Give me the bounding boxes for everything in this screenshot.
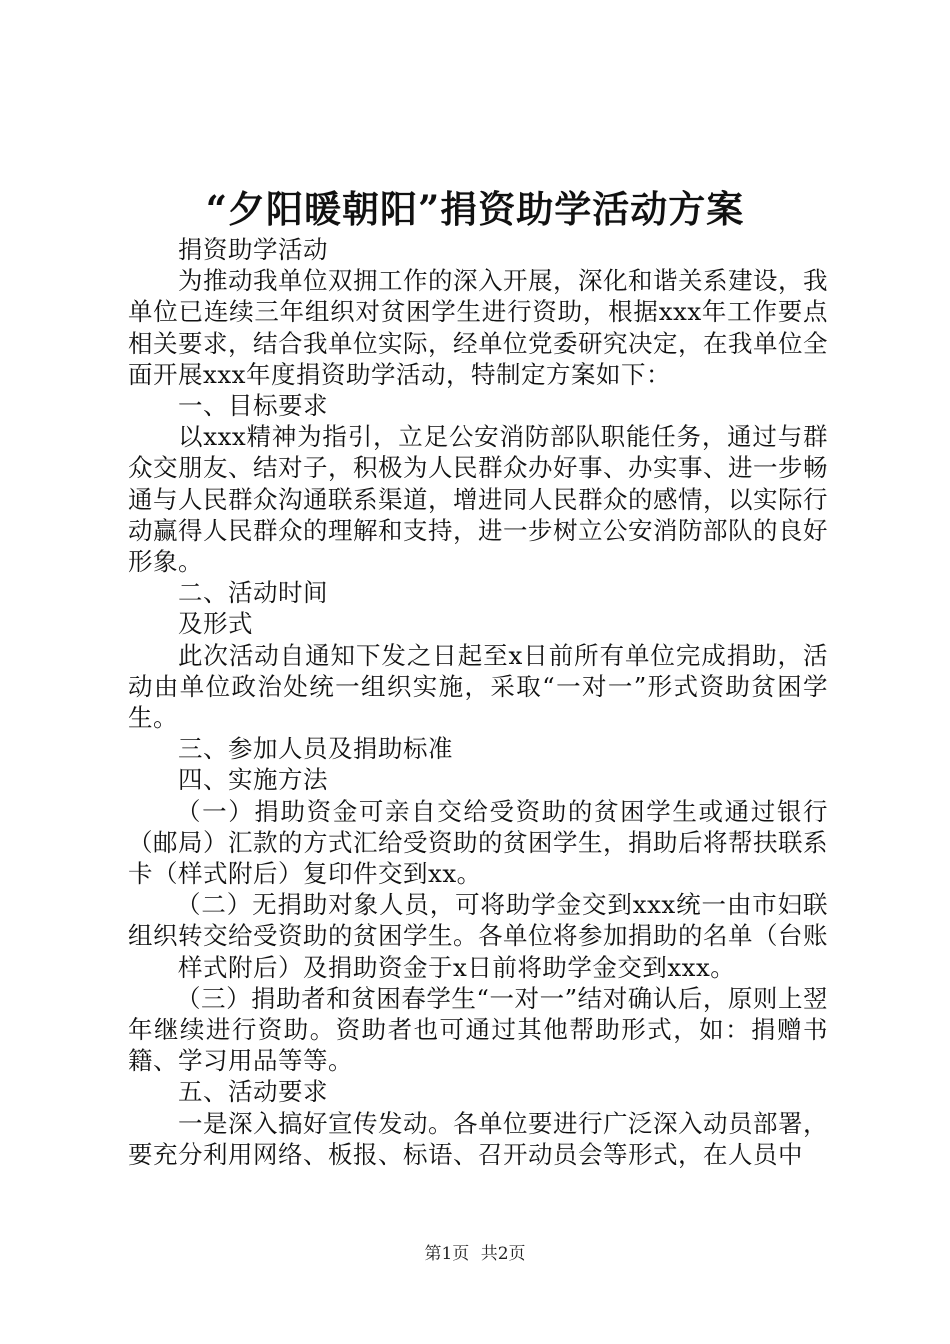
page-number: 第1页: [424, 1244, 470, 1264]
section-heading: 三、参加人员及捐助标准: [178, 734, 453, 764]
section-heading: 五、活动要求: [178, 1077, 328, 1107]
page-total: 共2页: [480, 1244, 526, 1264]
paragraph: 一是深入搞好宣传发动。各单位要进行广泛深入动员部署，要充分利用网络、板报、标语、召开动员会等形式，在人员中: [128, 1108, 828, 1169]
paragraph: 为推动我单位双拥工作的深入开展，深化和谐关系建设，我单位已连续三年组织对贫困学生进行资助，根据xxx年工作要点相关要求，结合我单位实际，经单位党委研究决定，在我单位全面开展xxx年度捐资助学活动，特制定方案如下：: [128, 266, 828, 389]
paragraph: （三）捐助者和贫困春学生“一对一”结对确认后，原则上翌年继续进行资助。资助者也可通过其他帮助形式，如：捐赠书籍、学习用品等等。: [128, 983, 828, 1076]
paragraph: （一）捐助资金可亲自交给受资助的贫困学生或通过银行（邮局）汇款的方式汇给受资助的贫困学生，捐助后将帮扶联系卡（样式附后）复印件交到xx。: [128, 796, 828, 889]
paragraph: 捐资助学活动: [178, 235, 328, 264]
page-footer: [0, 1243, 950, 1265]
paragraph: （二）无捐助对象人员，可将助学金交到xxx统一由市妇联组织转交给受资助的贫困学生。各单位将参加捐助的名单（台账: [128, 890, 828, 951]
section-heading: 一、目标要求: [178, 391, 328, 421]
paragraph: 此次活动自通知下发之日起至x日前所有单位完成捐助，活动由单位政治处统一组织实施，采取“一对一”形式资助贫困学生。: [128, 640, 828, 733]
paragraph: 样式附后）及捐助资金于x日前将助学金交到xxx。: [178, 952, 736, 982]
section-heading: 四、实施方法: [178, 765, 328, 795]
section-heading-continued: 及形式: [178, 609, 253, 639]
document-title: “夕阳暖朝阳”捐资助学活动方案: [205, 187, 745, 231]
section-heading: 二、活动时间: [178, 578, 328, 608]
document-body: [128, 234, 828, 1170]
paragraph: 以xxx精神为指引，立足公安消防部队职能任务，通过与群众交朋友、结对子，积极为人民群众办好事、办实事、进一步畅通与人民群众沟通联系渠道，增进同人民群众的感情，以实际行动赢得人民群众的理解和支持，进一步树立公安消防部队的良好形象。: [128, 422, 828, 577]
